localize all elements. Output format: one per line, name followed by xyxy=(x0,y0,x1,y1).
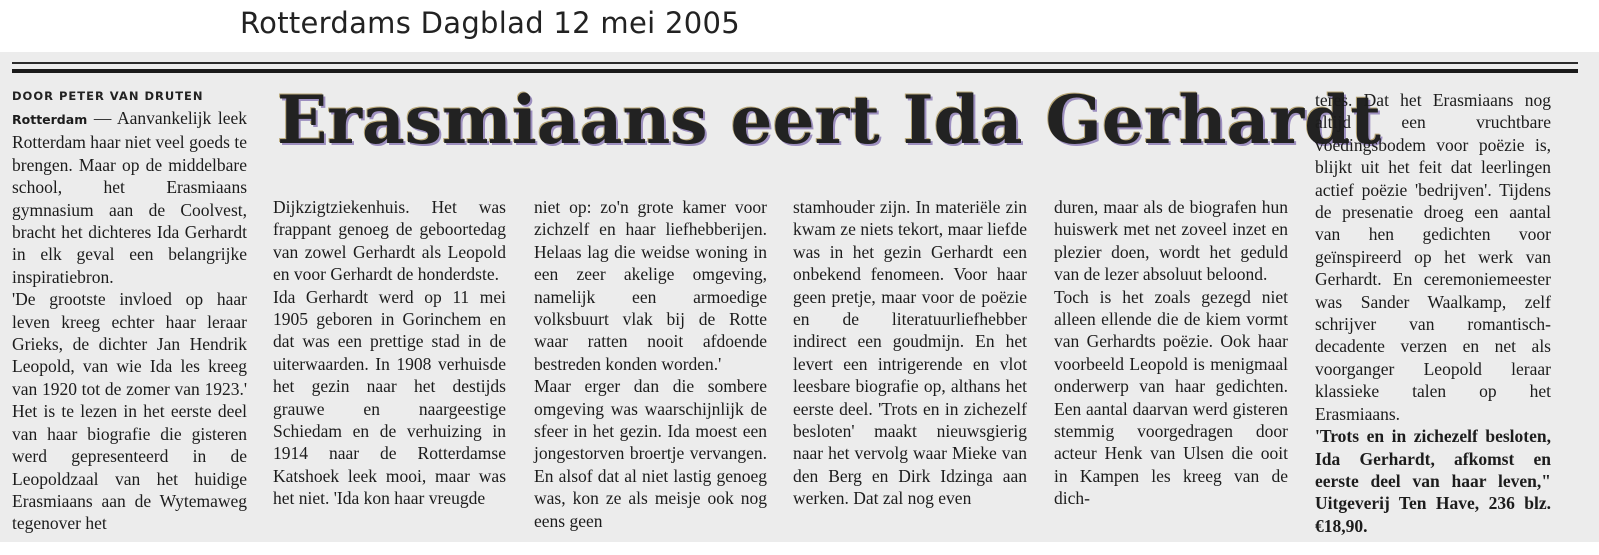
paragraph xyxy=(12,107,247,288)
paragraph: niet op: zo'n grote kamer voor zichzelf en haar liefhebberijen. Helaas lag die weidse woning in een zeer akelige omgeving, namelijk een armoedige volksbuurt vlak bij de Rotte waar ratten nooit afdoende bestreden konden worden.' xyxy=(534,197,767,374)
paragraph-text: — Aanvankelijk leek Rotterdam haar niet veel goeds te brengen. Maar op de middelbare school, het Erasmiaans gymnasium aan de Coolvest, bracht het dichteres Ida Gerhardt in elk geval een belangrijke inspiratiebron. xyxy=(12,108,247,287)
paragraph: 'De grootste invloed op haar leven kreeg echter haar leraar Grieks, de dichter Jan Hendrik Leopold, van wie Ida les kreeg van 1920 tot de zomer van 1923.' Het is te lezen in het eerste deel van haar biografie die gisteren werd gepresenteerd in de Leopoldzaal van het huidige Erasmiaans aan de Wytemaweg tegenover het xyxy=(12,289,247,534)
paragraph: duren, maar als de biografen hun huiswerk met net zoveel inzet en plezier doen, wordt het geduld van de lezer absoluut beloond. xyxy=(1054,197,1288,285)
paragraph: teres. Dat het Erasmiaans nog altijd een vruchtbare voedingsbodem voor poëzie is, blijkt uit het feit dat leerlingen actief poëzie 'bedrijven'. Tijdens de presenatie droeg een aantal van hen gedichten voor geïnspireerd op het werk van Gerhardt. En ceremoniemeester was Sander Waalkamp, zelf schrijver van romantisch-decadente verzen en net als voorganger Leopold leraar klassieke talen op het Erasmiaans. xyxy=(1315,90,1551,424)
headline: Erasmiaans eert Ida Gerhardt xyxy=(277,81,1381,159)
byline: DOOR PETER VAN DRUTEN xyxy=(12,89,204,103)
book-source-note: 'Trots en in zichezelf besloten, Ida Gerhardt, afkomst en eerste deel van haar leven," Uitgeverij Ten Have, 236 blz. €18,90. xyxy=(1315,426,1551,536)
dateline: Rotterdam xyxy=(12,112,88,127)
article-column-4 xyxy=(793,196,1027,510)
article-column-2 xyxy=(273,196,506,510)
paragraph: Maar erger dan die sombere omgeving was waarschijnlijk de sfeer in het gezin. Ida moest een jongestorven broertje vervangen. En alsof dat al niet lastig genoeg was, kon ze als meisje ook nog eens geen xyxy=(534,376,767,531)
article-column-1 xyxy=(12,107,247,535)
paragraph: stamhouder zijn. In materiële zin kwam ze niets tekort, maar liefde was in het gezin Gerhardt een onbekend fenomeen. Voor haar geen pretje, maar voor de poëzie en de literatuurliefhebber indirect een goudmijn. En het levert een intrigerende en vlot leesbare biografie op, althans het eerste deel. 'Trots en in zichezelf besloten' maakt nieuwsgierig naar het vervolg waar Mieke van den Berg en Dirk Idzinga aan werken. Dat zal nog even xyxy=(793,197,1027,509)
paragraph: Toch is het zoals gezegd niet alleen ellende die de kiem vormt van Gerhardts poëzie. Ook haar voorbeeld Leopold is menigmaal onderwerp van haar gedichten. Een aantal daarvan werd gisteren stemmig voorgedragen door acteur Henk van Ulsen die ooit in Kampen les kreeg van de dich- xyxy=(1054,286,1288,509)
article-column-5 xyxy=(1054,196,1288,510)
paragraph: Dijkzigtziekenhuis. Het was frappant genoeg de geboortedag van zowel Gerhardt als Leopold en voor Gerhardt de honderdste. xyxy=(273,197,506,285)
source-caption: Rotterdams Dagblad 12 mei 2005 xyxy=(240,6,741,40)
article-column-3 xyxy=(534,196,767,532)
paragraph: Ida Gerhardt werd op 11 mei 1905 geboren in Gorinchem en dat was een prettige stad in de uiterwaarden. In 1908 verhuisde het gezin naar het destijds grauwe en naargeestige Schiedam en de verhuizing in 1914 naar de Rotterdamse Katshoek leek mooi, maar was het niet. 'Ida kon haar vreugde xyxy=(273,286,506,509)
top-rule-thin xyxy=(12,62,1578,64)
article-column-6 xyxy=(1315,89,1551,537)
top-rule-thick xyxy=(12,69,1578,73)
